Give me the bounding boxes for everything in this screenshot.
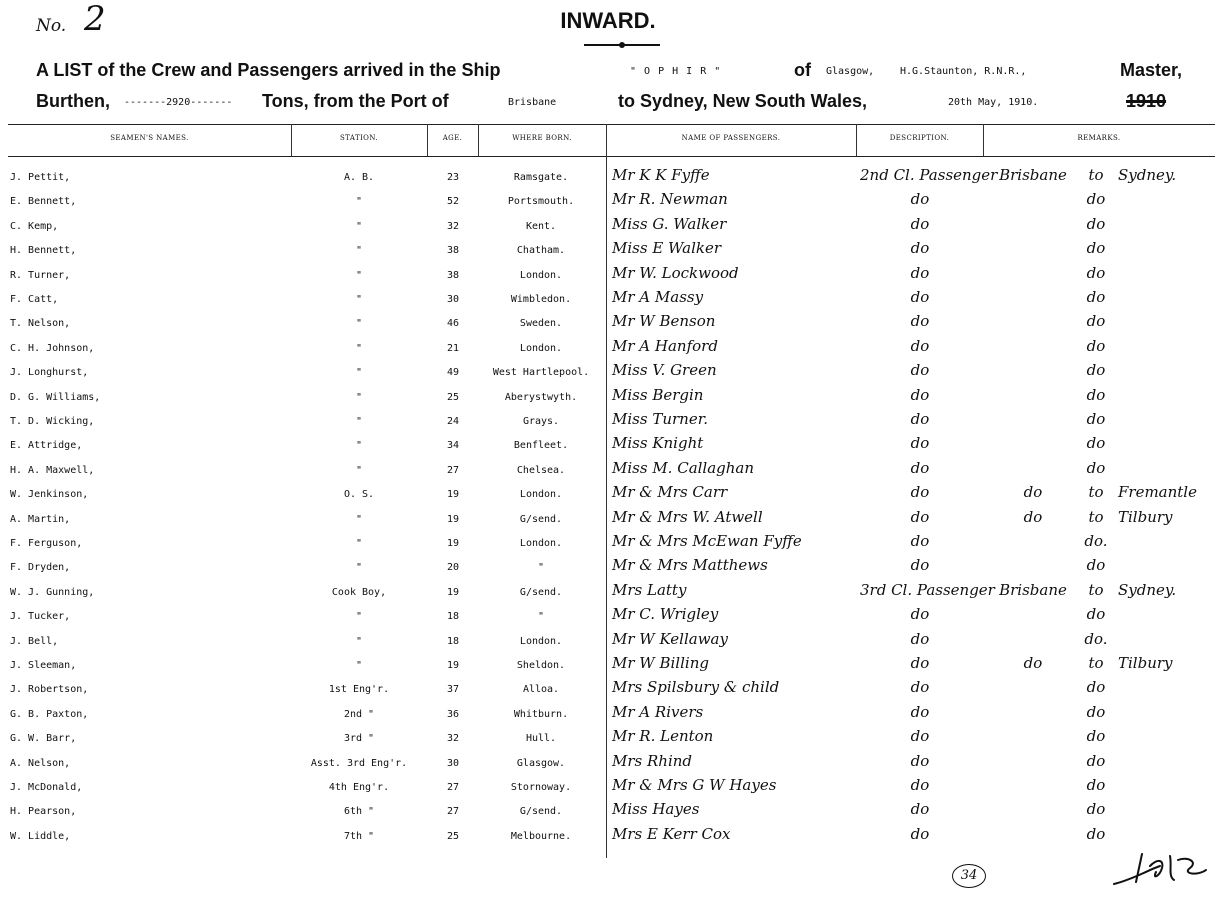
age-cell: 19 [446, 513, 460, 525]
seaman-name: J. Longhurst, [10, 367, 89, 379]
remark-to: do [1086, 214, 1106, 233]
station-cell: A. B. [343, 172, 375, 183]
passenger-name: Mr W Benson [612, 312, 716, 331]
passenger-name: Miss Hayes [612, 800, 700, 819]
birthplace-cell: West Hartlepool. [492, 367, 590, 379]
signature-mark [1112, 846, 1208, 890]
station-cell: " [355, 196, 363, 208]
remark-to: do [1086, 361, 1106, 380]
passenger-name: Mrs Spilsbury & child [612, 678, 780, 697]
age-cell: 20 [446, 562, 460, 574]
station-cell: Asst. 3rd Eng'r. [310, 757, 408, 769]
table-top-rule [8, 124, 1215, 125]
passenger-name: Mr C. Wrigley [612, 605, 719, 624]
description-cell: do [910, 190, 930, 209]
station-cell: " [355, 367, 363, 379]
description-cell: do [910, 288, 930, 306]
birthplace-cell: Benfleet. [513, 440, 569, 452]
age-cell: 32 [446, 733, 460, 745]
age-cell: 19 [446, 538, 460, 549]
header-bottom-rule [8, 156, 1215, 157]
remark-to: to [1088, 166, 1104, 184]
age-cell: 25 [446, 830, 460, 842]
age-cell: 32 [446, 220, 460, 232]
number-value: 2 [84, 0, 106, 39]
description-cell: do [910, 702, 930, 721]
passenger-name: Mrs Latty [612, 580, 687, 599]
description-cell: do [910, 800, 930, 819]
passenger-name: Mrs Rhind [612, 751, 693, 770]
description-cell: do [910, 678, 930, 697]
birthplace-cell: G/send. [519, 806, 563, 818]
passenger-name: Mr & Mrs G W Hayes [612, 776, 777, 794]
ship-name: " O P H I R " [630, 66, 722, 77]
description-cell: do [910, 654, 930, 672]
remark-to: to [1088, 483, 1104, 502]
description-cell: do [910, 336, 930, 355]
page-number-stamp: 34 [952, 864, 986, 888]
remark-to: do [1086, 556, 1106, 575]
remark-to: do [1086, 727, 1106, 746]
passenger-name: Mr A Massy [612, 288, 704, 306]
column-header-remarks: REMARKS. [1077, 134, 1121, 142]
seaman-name: A. Nelson, [10, 757, 71, 769]
heading-list-label: A LIST of the Crew and Passengers arrived in the Ship [36, 60, 501, 80]
age-cell: 18 [446, 611, 460, 623]
birthplace-cell: Melbourne. [510, 830, 572, 842]
passenger-name: Mr R. Lenton [612, 727, 714, 746]
remark-to: do [1086, 458, 1106, 477]
remark-to: do [1086, 336, 1106, 355]
station-cell: " [355, 342, 363, 354]
station-cell: 7th " [343, 830, 375, 842]
description-cell: do [910, 263, 930, 282]
station-cell: 4th Eng'r. [328, 782, 390, 793]
description-cell: do [910, 385, 930, 404]
station-cell: " [355, 660, 363, 671]
station-cell: 3rd " [343, 733, 375, 745]
age-cell: 49 [446, 367, 460, 379]
remark-to: to [1088, 507, 1104, 526]
remark-to: do. [1084, 629, 1108, 648]
description-cell: do [910, 727, 930, 746]
description-cell: do [910, 629, 930, 648]
seaman-name: F. Dryden, [10, 562, 71, 574]
description-cell: do [910, 507, 930, 526]
description-cell: do [910, 532, 930, 550]
station-cell: " [355, 635, 363, 647]
seaman-name: J. Pettit, [10, 172, 71, 183]
remark-to: to [1088, 654, 1104, 672]
station-cell: 2nd " [343, 708, 375, 720]
burthen-value: -------2920------- [124, 97, 233, 108]
seaman-name: R. Turner, [10, 269, 71, 281]
birthplace-cell: Glasgow. [516, 757, 566, 769]
remark-origin: do [1023, 654, 1043, 672]
description-cell: do [910, 214, 930, 233]
seaman-name: J. Bell, [10, 635, 59, 647]
birthplace-cell: Chelsea. [516, 464, 566, 476]
remark-origin: do [1023, 507, 1043, 526]
seaman-name: J. McDonald, [10, 782, 83, 793]
station-cell: " [355, 416, 363, 427]
seaman-name: W. J. Gunning, [10, 586, 95, 598]
column-header-where-born: WHERE BORN. [512, 134, 572, 142]
remark-destination: Tilbury [1118, 654, 1173, 672]
remark-origin: Brisbane [999, 580, 1067, 599]
station-cell: " [355, 245, 363, 257]
description-cell: do [910, 824, 930, 843]
age-cell: 27 [446, 806, 460, 818]
page-title: INWARD. [560, 8, 656, 33]
description-cell: do [910, 483, 930, 502]
age-cell: 38 [446, 245, 460, 257]
age-cell: 46 [446, 318, 460, 330]
burthen-label: Burthen, [36, 91, 110, 111]
passenger-name: Mr A Hanford [612, 336, 718, 355]
description-cell: do [910, 434, 930, 453]
description-cell: do [910, 458, 930, 477]
column-header-station: STATION. [339, 134, 379, 142]
seaman-name: E. Bennett, [10, 196, 77, 208]
passenger-name: Mr W Billing [612, 654, 709, 672]
birthplace-cell: Stornoway. [510, 782, 572, 793]
passenger-column-divider [606, 124, 607, 858]
remark-to: do [1086, 751, 1106, 770]
seaman-name: F. Catt, [10, 294, 59, 305]
birthplace-cell: Aberystwyth. [504, 391, 578, 403]
seaman-name: G. W. Barr, [10, 733, 77, 745]
remark-to: to [1088, 580, 1104, 599]
birthplace-cell: G/send. [519, 513, 563, 525]
station-cell: " [355, 513, 363, 525]
passenger-name: Mr W. Lockwood [612, 263, 739, 282]
birthplace-cell: Alloa. [522, 684, 560, 696]
arrival-date: 20th May, 1910. [948, 97, 1039, 108]
passenger-name: Miss M. Callaghan [612, 458, 755, 477]
seaman-name: H. Bennett, [10, 245, 77, 257]
passenger-name: Mr R. Newman [612, 190, 728, 209]
age-cell: 30 [446, 294, 460, 305]
remark-to: do [1086, 190, 1106, 209]
station-cell: " [355, 440, 363, 452]
remark-to: do [1086, 239, 1106, 258]
destination-label: to Sydney, New South Wales, [618, 91, 868, 111]
station-cell: " [355, 391, 363, 403]
birthplace-cell: Ramsgate. [513, 172, 569, 183]
birthplace-cell: Hull. [525, 733, 557, 745]
remark-to: do [1086, 288, 1106, 306]
passenger-name: Mr & Mrs Matthews [612, 556, 768, 575]
tons-label: Tons, from the Port of [262, 91, 449, 111]
passenger-name: Miss G. Walker [612, 214, 727, 233]
age-cell: 19 [446, 489, 460, 501]
seaman-name: J. Tucker, [10, 611, 71, 623]
number-label: No. [36, 16, 67, 36]
age-cell: 38 [446, 269, 460, 281]
age-cell: 37 [446, 684, 460, 696]
struck-year: 1910 [1126, 91, 1167, 111]
remark-to: do [1086, 434, 1106, 453]
station-cell: 1st Eng'r. [328, 684, 390, 696]
passenger-name: Mr & Mrs McEwan Fyffe [612, 532, 802, 550]
seaman-name: E. Attridge, [10, 440, 83, 452]
seaman-name: C. H. Johnson, [10, 342, 95, 354]
age-cell: 30 [446, 757, 460, 769]
description-cell: do [910, 556, 930, 575]
station-cell: 6th " [343, 806, 375, 818]
from-port: Brisbane [508, 97, 557, 108]
column-header-seamen-names: SEAMEN'S NAMES. [110, 134, 189, 142]
passenger-name: Miss E Walker [612, 239, 722, 258]
birthplace-cell: Sheldon. [516, 660, 566, 671]
station-cell: O. S. [343, 489, 375, 501]
seaman-name: C. Kemp, [10, 220, 59, 232]
passenger-name: Mr & Mrs W. Atwell [612, 507, 763, 526]
description-cell: 2nd Cl. Passenger [860, 166, 998, 184]
remark-origin: do [1023, 483, 1043, 502]
description-cell: do [910, 239, 930, 258]
age-cell: 36 [446, 708, 460, 720]
age-cell: 23 [446, 172, 460, 183]
seaman-name: A. Martin, [10, 513, 71, 525]
seaman-name: J. Robertson, [10, 684, 89, 696]
age-cell: 21 [446, 342, 460, 354]
birthplace-cell: London. [519, 342, 563, 354]
remark-destination: Fremantle [1118, 483, 1197, 502]
passenger-name: Mr K K Fyffe [612, 166, 710, 184]
station-cell: " [355, 562, 363, 574]
seaman-name: F. Ferguson, [10, 538, 83, 549]
description-cell: 3rd Cl. Passenger [860, 580, 995, 599]
station-cell: " [355, 538, 363, 549]
age-cell: 19 [446, 660, 460, 671]
remark-to: do [1086, 385, 1106, 404]
description-cell: do [910, 410, 930, 428]
remark-to: do [1086, 824, 1106, 843]
seaman-name: J. Sleeman, [10, 660, 77, 671]
age-cell: 25 [446, 391, 460, 403]
seaman-name: H. Pearson, [10, 806, 77, 818]
birthplace-cell: Sweden. [519, 318, 563, 330]
age-cell: 18 [446, 635, 460, 647]
age-cell: 19 [446, 586, 460, 598]
remark-to: do [1086, 410, 1106, 428]
remark-origin: Brisbane [999, 166, 1067, 184]
station-cell: " [355, 318, 363, 330]
seaman-name: D. G. Williams, [10, 391, 101, 403]
remark-to: do [1086, 263, 1106, 282]
age-cell: 27 [446, 782, 460, 793]
birthplace-cell: London. [519, 538, 563, 549]
seaman-name: T. Nelson, [10, 318, 71, 330]
remark-to: do [1086, 678, 1106, 697]
birthplace-cell: Grays. [522, 416, 560, 427]
birthplace-cell: Chatham. [516, 245, 566, 257]
birthplace-cell: Portsmouth. [507, 196, 575, 208]
remark-destination: Tilbury [1118, 507, 1173, 526]
passenger-name: Miss Bergin [612, 385, 704, 404]
remark-destination: Sydney. [1118, 580, 1177, 599]
description-cell: do [910, 605, 930, 624]
remark-to: do [1086, 702, 1106, 721]
passenger-name: Mr A Rivers [612, 702, 704, 721]
seaman-name: W. Jenkinson, [10, 489, 89, 501]
station-cell: " [355, 611, 363, 623]
birthplace-cell: London. [519, 269, 563, 281]
birthplace-cell: Wimbledon. [510, 294, 572, 305]
station-cell: " [355, 464, 363, 476]
remark-to: do [1086, 605, 1106, 624]
remark-to: do. [1084, 532, 1108, 550]
remark-to: do [1086, 312, 1106, 331]
age-cell: 52 [446, 196, 460, 208]
passenger-name: Miss Turner. [612, 410, 708, 428]
seaman-name: T. D. Wicking, [10, 416, 95, 427]
birthplace-cell: London. [519, 635, 563, 647]
port-of-registry: Glasgow, [826, 66, 875, 77]
age-cell: 34 [446, 440, 460, 452]
birthplace-cell: Whitburn. [513, 708, 569, 720]
passenger-name: Mr W Kellaway [612, 629, 728, 648]
column-header-age: AGE. [442, 134, 463, 142]
passenger-name: Mr & Mrs Carr [612, 483, 728, 502]
station-cell: " [355, 269, 363, 281]
remark-destination: Sydney. [1118, 166, 1177, 184]
remark-to: do [1086, 776, 1106, 794]
column-header-passenger-names: NAME OF PASSENGERS. [681, 134, 781, 142]
birthplace-cell: G/send. [519, 586, 563, 598]
age-cell: 24 [446, 416, 460, 427]
description-cell: do [910, 776, 930, 794]
remark-to: do [1086, 800, 1106, 819]
passenger-name: Mrs E Kerr Cox [612, 824, 731, 843]
birthplace-cell: London. [519, 489, 563, 501]
seaman-name: H. A. Maxwell, [10, 464, 95, 476]
passenger-name: Miss Knight [612, 434, 704, 453]
heading-of-label: of [794, 60, 811, 80]
description-cell: do [910, 751, 930, 770]
birthplace-cell: " [537, 611, 545, 623]
master-name: H.G.Staunton, R.N.R., [900, 66, 1027, 77]
description-cell: do [910, 361, 930, 380]
station-cell: Cook Boy, [331, 586, 387, 598]
description-cell: do [910, 312, 930, 331]
passenger-name: Miss V. Green [612, 361, 717, 380]
birthplace-cell: Kent. [525, 220, 557, 232]
title-ornament [619, 42, 625, 48]
birthplace-cell: " [537, 562, 545, 574]
column-header-description: DESCRIPTION. [889, 134, 950, 142]
age-cell: 27 [446, 464, 460, 476]
station-cell: " [355, 220, 363, 232]
seaman-name: W. Liddle, [10, 830, 71, 842]
master-label: Master, [1120, 60, 1183, 80]
seaman-name: G. B. Paxton, [10, 708, 89, 720]
station-cell: " [355, 294, 363, 305]
